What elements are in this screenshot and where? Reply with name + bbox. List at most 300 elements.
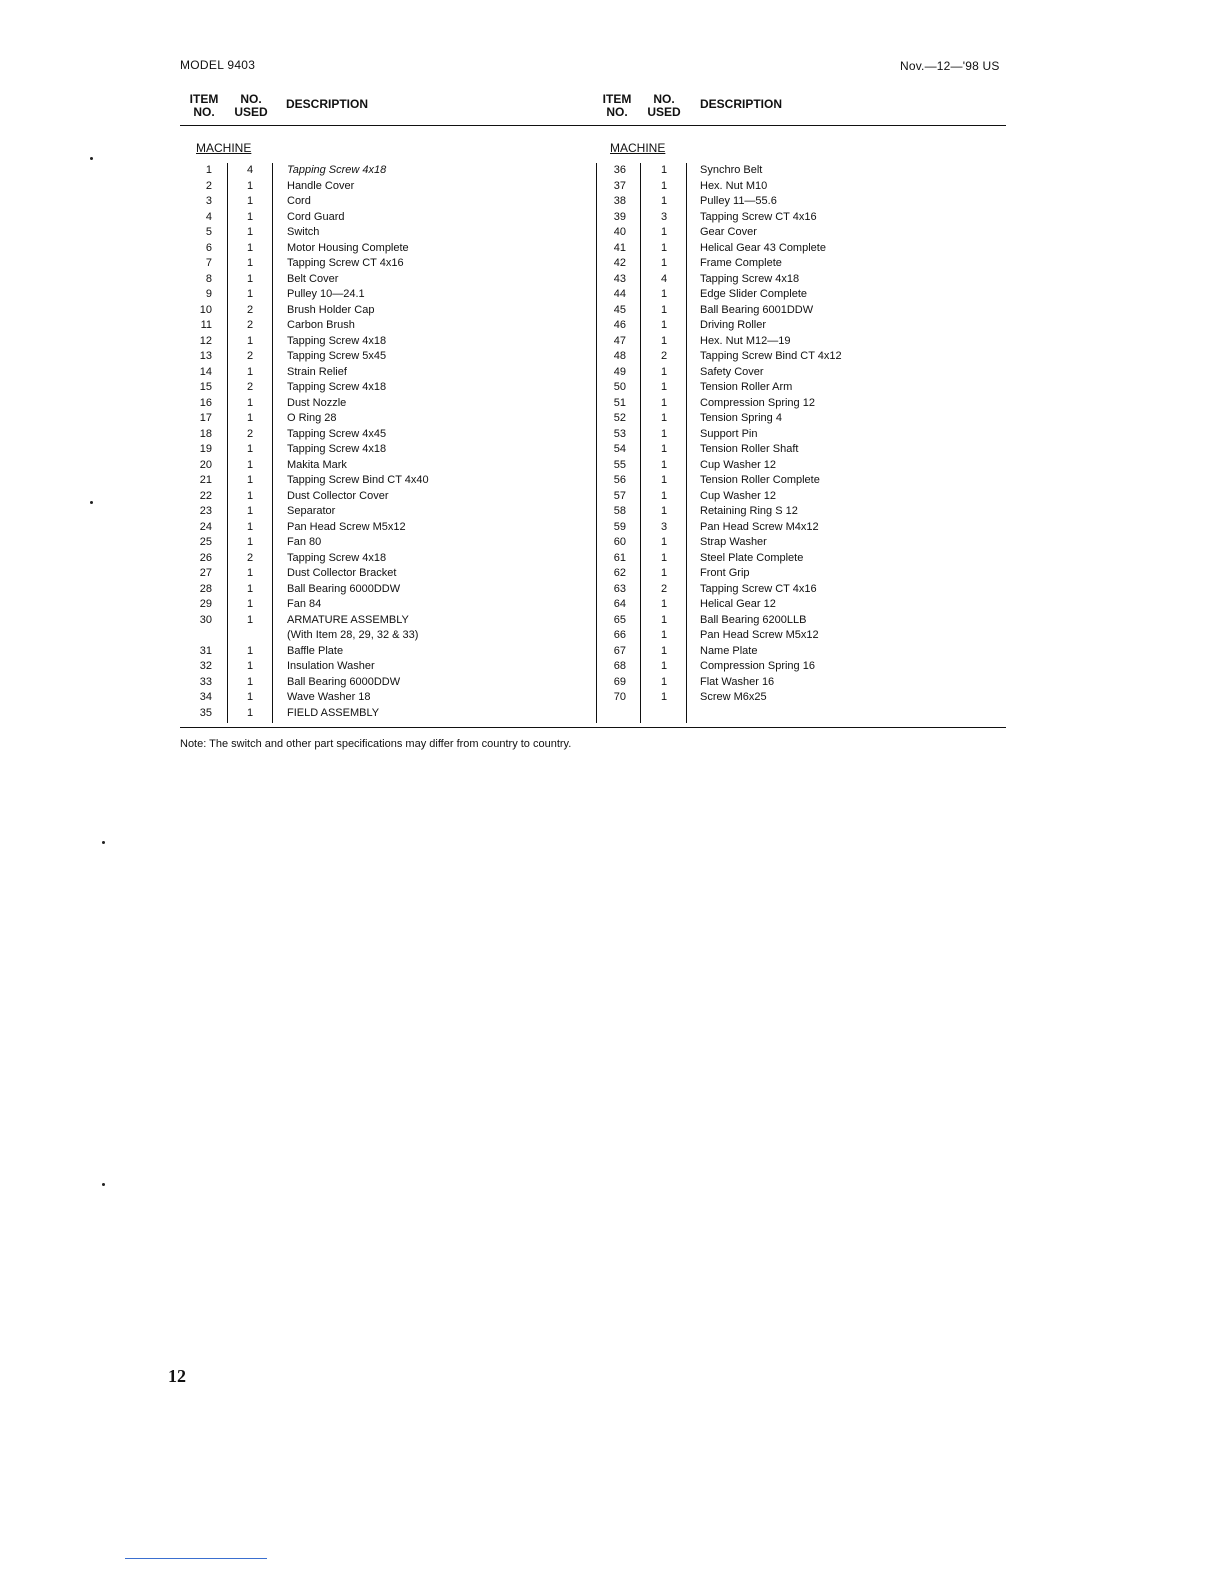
part-quantity: 1 bbox=[660, 675, 668, 688]
part-quantity: 1 bbox=[246, 706, 254, 719]
part-description: Ball Bearing 6200LLB bbox=[700, 613, 807, 626]
part-item-number: 45 bbox=[613, 303, 626, 316]
part-row bbox=[180, 504, 590, 520]
part-description: Tension Spring 4 bbox=[700, 412, 782, 424]
part-description: Pan Head Screw M5x12 bbox=[700, 629, 819, 641]
part-row bbox=[180, 380, 590, 396]
part-item-number: 30 bbox=[199, 613, 212, 626]
part-description: Tapping Screw 4x18 bbox=[287, 381, 387, 393]
part-description: Tapping Screw CT 4x16 bbox=[287, 257, 404, 269]
part-description: Screw M6x25 bbox=[700, 691, 767, 703]
part-item-number: 9 bbox=[205, 288, 212, 300]
part-item-number: 20 bbox=[199, 458, 212, 471]
part-quantity: 3 bbox=[660, 520, 668, 533]
part-item-number: 32 bbox=[199, 660, 212, 672]
hole-mark bbox=[102, 841, 105, 844]
col-head-item-right-line1: ITEM bbox=[602, 92, 632, 106]
part-description: Retaining Ring S 12 bbox=[700, 505, 798, 517]
part-row bbox=[594, 473, 1006, 489]
part-row bbox=[594, 163, 1006, 179]
part-row bbox=[594, 272, 1006, 288]
part-quantity: 1 bbox=[246, 691, 254, 703]
col-head-description: DESCRIPTION bbox=[286, 97, 369, 111]
part-quantity: 1 bbox=[660, 536, 668, 548]
part-quantity: 1 bbox=[246, 288, 254, 300]
part-description: Dust Collector Cover bbox=[287, 489, 389, 502]
part-quantity: 1 bbox=[660, 458, 668, 471]
part-quantity: 1 bbox=[660, 226, 668, 238]
part-row bbox=[180, 442, 590, 458]
part-description: Ball Bearing 6001DDW bbox=[700, 303, 814, 316]
part-row bbox=[594, 365, 1006, 381]
part-item-number: 46 bbox=[613, 319, 626, 331]
col-head-used-line2: USED bbox=[234, 105, 268, 119]
part-description: Switch bbox=[287, 226, 320, 238]
part-description: Tapping Screw 4x45 bbox=[287, 427, 387, 440]
part-item-number: 34 bbox=[199, 691, 212, 703]
part-item-number: 66 bbox=[613, 629, 626, 641]
part-item-number: 48 bbox=[613, 350, 626, 362]
part-quantity: 1 bbox=[246, 458, 254, 471]
col-head-description-right: DESCRIPTION bbox=[700, 97, 783, 111]
part-item-number: 19 bbox=[199, 443, 212, 455]
col-head-used-right-line1: NO. bbox=[653, 92, 675, 106]
part-row bbox=[180, 535, 590, 551]
part-row bbox=[594, 334, 1006, 350]
part-item-number: 68 bbox=[613, 660, 626, 672]
part-quantity: 1 bbox=[246, 598, 254, 610]
part-description: FIELD ASSEMBLY bbox=[287, 706, 380, 719]
part-item-number: 44 bbox=[613, 288, 626, 300]
part-quantity: 2 bbox=[246, 319, 254, 331]
part-row bbox=[594, 520, 1006, 536]
part-quantity: 2 bbox=[660, 582, 668, 595]
part-row bbox=[594, 256, 1006, 272]
part-item-number: 18 bbox=[199, 427, 212, 440]
part-item-number: 39 bbox=[613, 210, 626, 223]
part-row bbox=[594, 644, 1006, 660]
part-description: Pulley 10—24.1 bbox=[287, 288, 365, 300]
part-quantity: 1 bbox=[660, 427, 668, 440]
part-row bbox=[594, 597, 1006, 613]
part-quantity: 1 bbox=[246, 412, 254, 424]
part-description: Steel Plate Complete bbox=[700, 551, 804, 564]
model-label: MODEL 9403 bbox=[180, 58, 256, 72]
part-row bbox=[180, 644, 590, 660]
part-row bbox=[594, 690, 1006, 706]
part-quantity: 1 bbox=[660, 195, 668, 207]
col-head-used-right bbox=[644, 93, 684, 119]
part-row bbox=[180, 628, 590, 644]
part-description: Fan 80 bbox=[287, 536, 322, 548]
part-row bbox=[594, 458, 1006, 474]
part-quantity: 1 bbox=[246, 582, 254, 595]
parts-list-left bbox=[180, 163, 590, 721]
part-description: Pan Head Screw M5x12 bbox=[287, 520, 406, 533]
part-item-number: 60 bbox=[613, 536, 626, 548]
part-row bbox=[180, 411, 590, 427]
part-description: Gear Cover bbox=[700, 226, 757, 238]
part-quantity: 1 bbox=[246, 334, 254, 347]
part-description: Tapping Screw CT 4x16 bbox=[700, 210, 817, 223]
part-description: Cord bbox=[287, 195, 311, 207]
part-row bbox=[180, 675, 590, 691]
part-item-number: 11 bbox=[200, 319, 212, 331]
col-head-item-line1: ITEM bbox=[189, 92, 219, 106]
part-item-number: 7 bbox=[205, 257, 212, 269]
part-row bbox=[594, 396, 1006, 412]
part-row bbox=[594, 582, 1006, 598]
part-description: Tension Roller Shaft bbox=[700, 443, 799, 455]
part-quantity: 1 bbox=[246, 179, 254, 192]
part-quantity: 1 bbox=[660, 241, 668, 254]
part-item-number: 5 bbox=[205, 226, 212, 238]
part-quantity: 2 bbox=[246, 427, 254, 440]
part-description: Makita Mark bbox=[287, 458, 347, 471]
part-description: Hex. Nut M12—19 bbox=[700, 334, 791, 347]
part-description: Driving Roller bbox=[700, 319, 767, 331]
part-quantity: 1 bbox=[660, 629, 668, 641]
part-row bbox=[180, 582, 590, 598]
part-quantity: 2 bbox=[246, 381, 254, 393]
part-row bbox=[180, 272, 590, 288]
part-row bbox=[180, 597, 590, 613]
part-quantity: 1 bbox=[660, 598, 668, 610]
part-description: O Ring 28 bbox=[287, 412, 337, 424]
part-row bbox=[180, 690, 590, 706]
scan-edge-line bbox=[125, 1558, 267, 1559]
part-description: Strain Relief bbox=[287, 365, 347, 378]
part-description: Tension Roller Complete bbox=[700, 474, 820, 486]
part-item-number: 8 bbox=[205, 272, 212, 285]
part-item-number: 26 bbox=[199, 551, 212, 564]
part-item-number: 49 bbox=[613, 365, 626, 378]
part-description: Cord Guard bbox=[287, 210, 345, 223]
part-description: Hex. Nut M10 bbox=[700, 179, 768, 192]
part-description: Support Pin bbox=[700, 427, 758, 440]
part-row bbox=[594, 303, 1006, 319]
part-description: Cup Washer 12 bbox=[700, 489, 777, 502]
part-item-number: 57 bbox=[613, 489, 626, 502]
part-item-number: 65 bbox=[613, 613, 626, 626]
col-head-item-line2: NO. bbox=[193, 105, 215, 119]
part-item-number: 50 bbox=[613, 381, 626, 393]
part-quantity: 2 bbox=[246, 551, 254, 564]
part-item-number: 17 bbox=[199, 412, 212, 424]
part-item-number: 13 bbox=[199, 350, 212, 362]
part-item-number: 47 bbox=[613, 334, 626, 347]
part-item-number: 67 bbox=[613, 644, 626, 657]
part-description: Tension Roller Arm bbox=[700, 381, 793, 393]
part-quantity: 1 bbox=[246, 474, 254, 486]
part-description: Tapping Screw Bind CT 4x12 bbox=[700, 350, 842, 362]
part-quantity: 1 bbox=[660, 303, 668, 316]
part-item-number: 1 bbox=[205, 164, 212, 176]
part-item-number: 41 bbox=[613, 241, 626, 254]
part-row bbox=[180, 179, 590, 195]
part-description: Separator bbox=[287, 505, 336, 517]
part-row bbox=[180, 566, 590, 582]
part-row bbox=[594, 489, 1006, 505]
part-quantity: 1 bbox=[246, 675, 254, 688]
part-description: ARMATURE ASSEMBLY bbox=[287, 613, 409, 626]
part-row bbox=[180, 706, 590, 722]
part-quantity: 1 bbox=[246, 210, 254, 223]
part-quantity: 1 bbox=[246, 489, 254, 502]
part-description: Dust Nozzle bbox=[287, 396, 347, 409]
part-row bbox=[594, 427, 1006, 443]
part-quantity: 1 bbox=[660, 505, 668, 517]
part-description: Strap Washer bbox=[700, 536, 767, 548]
part-row bbox=[180, 241, 590, 257]
col-head-used bbox=[231, 93, 271, 119]
part-description: Tapping Screw 4x18 bbox=[287, 443, 387, 455]
part-item-number: 59 bbox=[613, 520, 626, 533]
part-description: Edge Slider Complete bbox=[700, 288, 808, 300]
part-quantity: 1 bbox=[660, 365, 668, 378]
part-row bbox=[594, 551, 1006, 567]
part-quantity: 1 bbox=[246, 505, 254, 517]
part-item-number: 38 bbox=[613, 195, 626, 207]
part-quantity: 1 bbox=[246, 257, 254, 269]
part-row bbox=[180, 318, 590, 334]
page-number: 12 bbox=[168, 1366, 186, 1386]
part-row bbox=[594, 566, 1006, 582]
part-quantity: 1 bbox=[660, 412, 668, 424]
part-row bbox=[594, 287, 1006, 303]
part-description: Flat Washer 16 bbox=[700, 675, 775, 688]
part-quantity: 2 bbox=[246, 350, 254, 362]
part-quantity: 1 bbox=[660, 396, 668, 409]
part-quantity: 1 bbox=[246, 396, 254, 409]
header-rule bbox=[180, 125, 1006, 126]
part-quantity: 1 bbox=[660, 381, 668, 393]
part-row bbox=[594, 194, 1006, 210]
part-row bbox=[180, 256, 590, 272]
part-description: Belt Cover bbox=[287, 272, 339, 285]
part-quantity: 1 bbox=[660, 660, 668, 672]
part-description: Compression Spring 12 bbox=[700, 396, 815, 409]
part-description: Ball Bearing 6000DDW bbox=[287, 675, 401, 688]
part-item-number: 24 bbox=[199, 520, 212, 533]
part-quantity: 1 bbox=[246, 536, 254, 548]
part-row bbox=[594, 628, 1006, 644]
part-item-number: 51 bbox=[613, 396, 626, 409]
part-quantity: 2 bbox=[246, 303, 254, 316]
part-item-number: 63 bbox=[613, 582, 626, 595]
part-item-number: 43 bbox=[613, 272, 626, 285]
part-item-number: 40 bbox=[613, 226, 626, 238]
part-description: Carbon Brush bbox=[287, 319, 355, 331]
part-row bbox=[594, 411, 1006, 427]
part-item-number: 42 bbox=[613, 257, 626, 269]
part-quantity: 1 bbox=[246, 644, 254, 657]
part-item-number: 3 bbox=[205, 195, 212, 207]
part-description: Synchro Belt bbox=[700, 164, 763, 176]
part-description: Wave Washer 18 bbox=[287, 691, 371, 703]
part-description: (With Item 28, 29, 32 & 33) bbox=[287, 629, 419, 641]
part-row bbox=[180, 396, 590, 412]
part-description: Handle Cover bbox=[287, 179, 355, 192]
section-title-left: MACHINE bbox=[196, 141, 252, 155]
part-item-number: 35 bbox=[199, 706, 212, 719]
part-item-number: 4 bbox=[205, 210, 212, 223]
part-item-number: 58 bbox=[613, 505, 626, 517]
part-quantity: 1 bbox=[660, 164, 668, 176]
part-item-number: 23 bbox=[199, 505, 212, 517]
part-row bbox=[180, 473, 590, 489]
part-quantity: 1 bbox=[660, 334, 668, 347]
part-row bbox=[180, 287, 590, 303]
part-row bbox=[594, 380, 1006, 396]
section-title-right: MACHINE bbox=[610, 141, 666, 155]
part-item-number: 52 bbox=[613, 412, 626, 424]
part-row bbox=[180, 334, 590, 350]
part-item-number: 33 bbox=[199, 675, 212, 688]
part-quantity: 1 bbox=[660, 474, 668, 486]
part-item-number: 54 bbox=[613, 443, 626, 455]
part-quantity: 1 bbox=[246, 365, 254, 378]
part-quantity: 1 bbox=[660, 443, 668, 455]
part-description: Tapping Screw Bind CT 4x40 bbox=[287, 474, 429, 486]
part-quantity: 1 bbox=[246, 226, 254, 238]
part-row bbox=[180, 303, 590, 319]
part-quantity: 1 bbox=[246, 195, 254, 207]
part-row bbox=[594, 225, 1006, 241]
specification-note: Note: The switch and other part specifications may differ from country to country. bbox=[180, 738, 572, 750]
part-description: Ball Bearing 6000DDW bbox=[287, 582, 401, 595]
part-quantity: 1 bbox=[246, 520, 254, 533]
part-item-number: 15 bbox=[199, 381, 212, 393]
part-quantity: 4 bbox=[660, 272, 668, 285]
part-row bbox=[594, 675, 1006, 691]
part-description: Dust Collector Bracket bbox=[287, 567, 397, 579]
part-row bbox=[180, 551, 590, 567]
part-description: Insulation Washer bbox=[287, 660, 375, 672]
part-description: Tapping Screw 5x45 bbox=[287, 350, 387, 362]
part-row bbox=[594, 179, 1006, 195]
part-item-number: 27 bbox=[199, 567, 212, 579]
part-row bbox=[180, 613, 590, 629]
part-item-number: 70 bbox=[613, 691, 626, 703]
part-item-number: 56 bbox=[613, 474, 626, 486]
part-quantity: 1 bbox=[246, 443, 254, 455]
part-description: Baffle Plate bbox=[287, 644, 344, 657]
part-row bbox=[180, 520, 590, 536]
part-item-number: 21 bbox=[199, 474, 212, 486]
part-quantity: 1 bbox=[246, 272, 254, 285]
part-item-number: 2 bbox=[205, 179, 212, 192]
hole-mark bbox=[102, 1183, 105, 1186]
part-item-number: 55 bbox=[613, 458, 626, 471]
part-item-number: 16 bbox=[199, 396, 212, 409]
part-description: Safety Cover bbox=[700, 365, 764, 378]
part-description: Name Plate bbox=[700, 644, 758, 657]
part-item-number: 36 bbox=[613, 164, 626, 176]
part-quantity: 1 bbox=[660, 179, 668, 192]
part-row bbox=[180, 458, 590, 474]
part-item-number: 62 bbox=[613, 567, 626, 579]
part-item-number: 22 bbox=[199, 489, 212, 502]
part-row bbox=[594, 613, 1006, 629]
part-quantity: 1 bbox=[660, 257, 668, 269]
part-row bbox=[594, 318, 1006, 334]
part-row bbox=[180, 659, 590, 675]
footer-rule bbox=[180, 727, 1006, 728]
part-description: Front Grip bbox=[700, 567, 750, 579]
hole-mark bbox=[90, 157, 93, 160]
part-item-number: 69 bbox=[613, 675, 626, 688]
part-item-number: 28 bbox=[199, 582, 212, 595]
part-description: Helical Gear 12 bbox=[700, 598, 776, 610]
part-quantity: 1 bbox=[660, 644, 668, 657]
part-quantity: 1 bbox=[246, 613, 254, 626]
part-description: Tapping Screw 4x18 bbox=[287, 334, 387, 347]
part-quantity: 1 bbox=[660, 288, 668, 300]
part-row bbox=[180, 225, 590, 241]
col-head-used-right-line2: USED bbox=[647, 105, 681, 119]
part-description: Cup Washer 12 bbox=[700, 458, 777, 471]
col-head-item-right bbox=[599, 93, 635, 119]
part-quantity: 1 bbox=[660, 613, 668, 626]
part-item-number: 29 bbox=[199, 598, 212, 610]
part-quantity: 1 bbox=[660, 551, 668, 564]
part-item-number: 53 bbox=[613, 427, 626, 440]
part-row bbox=[594, 442, 1006, 458]
part-row bbox=[180, 194, 590, 210]
part-item-number: 14 bbox=[199, 365, 212, 378]
part-row bbox=[180, 365, 590, 381]
part-description: Tapping Screw 4x18 bbox=[287, 551, 387, 564]
part-description: Tapping Screw 4x18 bbox=[287, 164, 387, 176]
part-item-number: 31 bbox=[199, 644, 212, 657]
col-head-item-right-line2: NO. bbox=[606, 105, 628, 119]
part-row bbox=[180, 210, 590, 226]
part-description: Motor Housing Complete bbox=[287, 241, 409, 254]
part-quantity: 1 bbox=[246, 660, 254, 672]
part-item-number: 25 bbox=[199, 536, 212, 548]
part-description: Pan Head Screw M4x12 bbox=[700, 520, 819, 533]
revision-date: Nov.—12—'98 US bbox=[900, 59, 1000, 73]
part-description: Tapping Screw 4x18 bbox=[700, 272, 800, 285]
part-row bbox=[594, 504, 1006, 520]
part-quantity: 1 bbox=[246, 567, 254, 579]
part-item-number: 64 bbox=[613, 598, 626, 610]
part-description: Tapping Screw CT 4x16 bbox=[700, 582, 817, 595]
hole-mark bbox=[90, 501, 93, 504]
part-quantity: 3 bbox=[660, 210, 668, 223]
part-item-number: 10 bbox=[199, 303, 212, 316]
part-quantity: 2 bbox=[660, 350, 668, 362]
part-description: Brush Holder Cap bbox=[287, 303, 375, 316]
part-row bbox=[180, 489, 590, 505]
part-description: Pulley 11—55.6 bbox=[700, 195, 777, 207]
part-row bbox=[594, 659, 1006, 675]
part-quantity: 1 bbox=[660, 691, 668, 703]
part-row bbox=[180, 349, 590, 365]
parts-list-right bbox=[594, 163, 1006, 706]
part-row bbox=[594, 241, 1006, 257]
part-quantity: 1 bbox=[660, 567, 668, 579]
part-description: Frame Complete bbox=[700, 257, 782, 269]
part-quantity: 1 bbox=[660, 489, 668, 502]
part-item-number: 12 bbox=[199, 334, 212, 347]
part-row bbox=[594, 349, 1006, 365]
part-description: Fan 84 bbox=[287, 598, 322, 610]
part-item-number: 61 bbox=[613, 551, 626, 564]
part-row bbox=[594, 535, 1006, 551]
part-description: Compression Spring 16 bbox=[700, 660, 815, 672]
